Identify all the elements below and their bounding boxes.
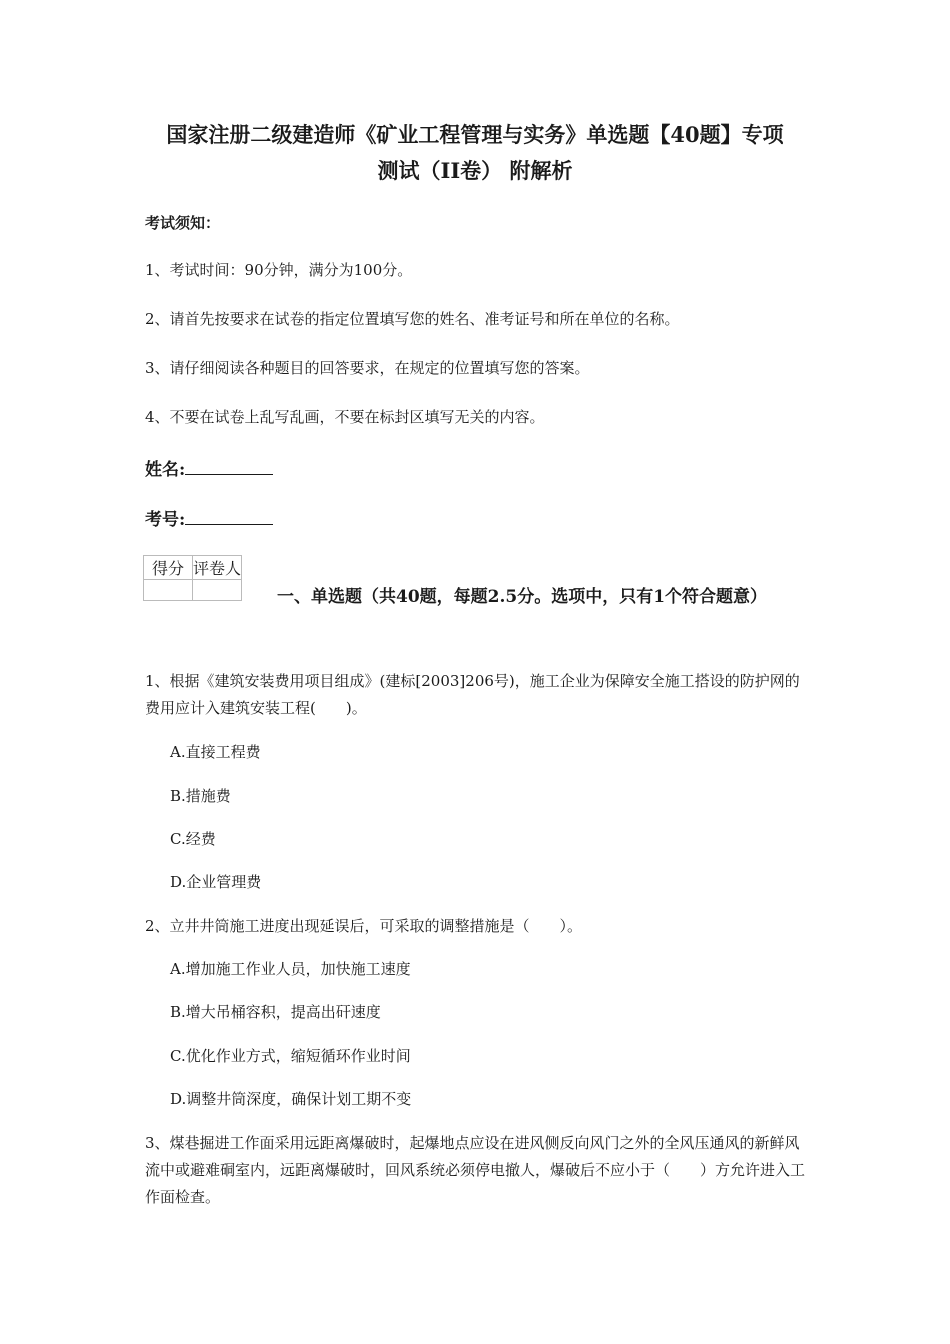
question-option: B.措施费 [170,787,231,805]
notice-item: 3、请仔细阅读各种题目的回答要求，在规定的位置填写您的答案。 [145,359,590,377]
name-label: 姓名: [145,460,186,480]
question-stem: 1、根据《建筑安装费用项目组成》(建标[2003]206号)，施工企业为保障安全施工搭设的防护网的费用应计入建筑安装工程( )。 [145,672,800,717]
name-field [145,456,273,481]
score-header: 得分 [144,556,193,580]
question-option: C.优化作业方式，缩短循环作业时间 [170,1047,411,1065]
name-blank[interactable] [185,456,273,475]
page-title-line1: 国家注册二级建造师《矿业工程管理与实务》单选题【40题】专项 [166,122,784,147]
question-stem: 3、煤巷掘进工作面采用远距离爆破时，起爆地点应设在进风侧反向风门之外的全风压通风的新鲜风流中或避难硐室内，远距离爆破时，回风系统必须停电撤人，爆破后不应小于（ ）方允许进入工作面检查。 [145,1134,806,1206]
notice-item: 2、请首先按要求在试卷的指定位置填写您的姓名、准考证号和所在单位的名称。 [145,310,680,328]
question-option: C.经费 [170,830,216,848]
section-heading: 一、单选题（共40题，每题2.5分。选项中，只有1个符合题意） [277,587,768,607]
question-stem: 2、立井井筒施工进度出现延误后，可采取的调整措施是（ ）。 [145,917,583,935]
question-option: A.增加施工作业人员，加快施工速度 [170,960,411,978]
question-option: B.增大吊桶容积，提高出矸速度 [170,1003,381,1021]
page-title-line2: 测试（II卷） 附解析 [377,158,573,183]
grader-header: 评卷人 [193,556,242,580]
notice-item: 4、不要在试卷上乱写乱画，不要在标封区填写无关的内容。 [145,408,545,426]
id-blank[interactable] [185,506,273,525]
notice-item: 1、考试时间：90分钟，满分为100分。 [145,261,413,279]
id-field [145,506,273,531]
question-option: A.直接工程费 [170,743,261,761]
notice-heading: 考试须知： [145,214,221,232]
id-label: 考号: [145,510,186,530]
question-option: D.调整井筒深度，确保计划工期不变 [170,1090,412,1108]
question-option: D.企业管理费 [170,873,262,891]
